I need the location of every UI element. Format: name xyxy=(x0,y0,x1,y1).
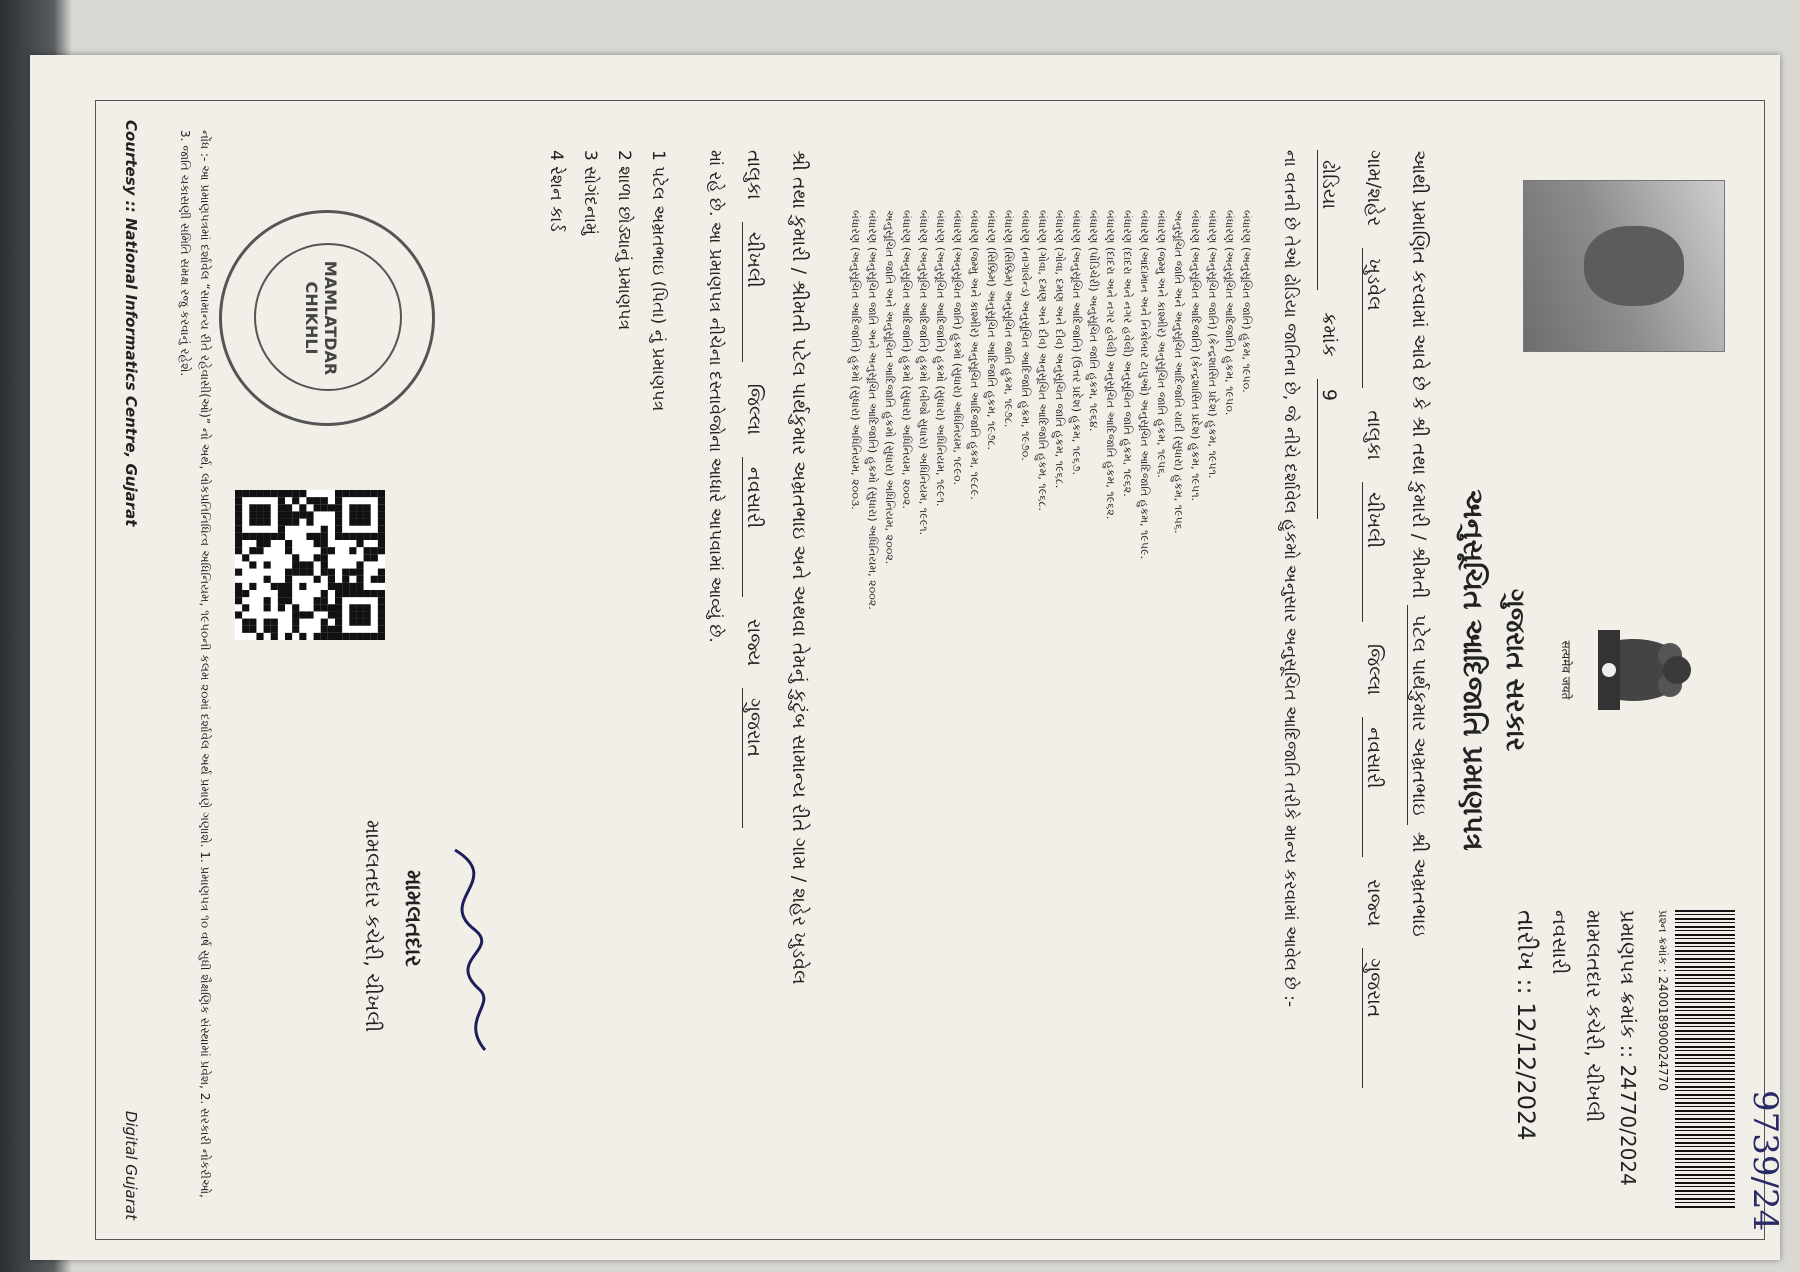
father-name: શ્રી અમ્રતભાઇ xyxy=(1408,831,1430,937)
body-line-1 xyxy=(1407,150,1430,1190)
order-item: બંધારણ (અનુસૂચિત આદિજાતિ) (ઉત્તર પ્રદેશ) હુકમ, ૧૯૬૭. xyxy=(1070,210,1083,476)
body-line-3: ના વતની છે તેઓ ઢોડિયા જાતિના છે, જે નીચે દર્શાવેલ હુકમો અનુસાર અનુસૂચિત આદિજાતિ તરીકે માન્ય કરવામાં આવેલ છે :- xyxy=(1280,150,1300,1007)
documents-list xyxy=(539,150,675,1190)
emblem-caption: सत्यमेव जयते xyxy=(1559,640,1573,700)
order-item: બંધારણ (આંદામાન અને નિકોબાર ટાપુઓ) અનુસૂચિત આદિજાતિ હુકમ, ૧૯૫૯. xyxy=(1138,210,1151,560)
order-item: બંધારણ (સિક્કિમ) અનુસૂચિત જાતિ હુકમ, ૧૯૭૮. xyxy=(1002,210,1015,428)
order-item: બંધારણ (અનુસૂચિત આદિજાતિ) હુકમો (બીજો સુધારા) અધિનિયમ, ૧૯૯૧. xyxy=(917,210,930,536)
order-item: બંધારણ (ગોવા, દમણ અને દીવ) અનુસૂચિત આદિજાતિ હુકમ, ૧૯૬૮. xyxy=(1036,210,1049,511)
state-label: રાજ્ય xyxy=(1363,879,1385,927)
document-item: 3 સોગંદનામું xyxy=(580,150,600,235)
photo-face xyxy=(1584,226,1684,306)
government-title: ગુજરાત સરકાર xyxy=(1500,588,1530,752)
document-item: 2 શાળા છોડ્યાનું પ્રમાણપત્ર xyxy=(614,150,634,331)
national-emblem-icon xyxy=(1575,610,1715,730)
order-item: બંધારણ (સિક્કિમ) અનુસૂચિત આદિજાતિ હુકમ, ૧૯૭૮. xyxy=(985,210,998,451)
applicant-name: પટેલ પાર્થકુમાર અમ્રતભાઇ xyxy=(1407,605,1430,826)
signatory-office: મામલતદાર કચેરી, ચીખલી xyxy=(361,820,385,1033)
district-label-2: જિલ્લા xyxy=(743,383,765,435)
digital-gujarat-text: Digital Gujarat xyxy=(122,1110,140,1220)
village-value: ખુડવેલ xyxy=(1362,248,1385,388)
order-item: અનુસૂચિત જાતિ અને અનુસૂચિત આદિજાતિ યાદી (સુધારા) હુકમ, ૧૯૫૬. xyxy=(1172,210,1185,534)
order-item: બંધારણ (પોંડિચેરી) અનુસૂચિત જાતિ હુકમ, ૧૯૬૪. xyxy=(1087,210,1100,432)
body-line-5-end: માં રહે છે. આ પ્રમાણપત્ર નીચેના દસ્તાવેજોના આધારે આપવામાં આવ્યું છે. xyxy=(705,150,725,643)
district-value-2: નવસારી xyxy=(742,457,765,597)
taluka-value-2: ચીખલી xyxy=(742,222,765,362)
order-item: બંધારણ (જમ્મુ અને કાશ્મીર) અનુસૂચિત જાતિ હુકમ, ૧૯૫૬. xyxy=(1155,210,1168,478)
order-item: બંધારણ (દાદરા અને નગર હવેલી) અનુસૂચિત જાતિ હુકમ, ૧૯૬૨. xyxy=(1121,210,1134,497)
order-item: બંધારણ (દાદરા અને નગર હવેલી) અનુસૂચિત આદિજાતિ હુકમ, ૧૯૬૨. xyxy=(1104,210,1117,520)
line1-text: આથી પ્રમાણિત કરવામાં આવે છે કે શ્રી તથા કુમારી / શ્રીમતી xyxy=(1408,150,1430,599)
order-item: બંધારણ (ગોવા, દમણ અને દીવ) અનુસૂચિત જાતિ હુકમ, ૧૯૬૮. xyxy=(1053,210,1066,489)
qr-code-icon xyxy=(235,490,385,640)
barcode-number: પ્રશ્ન ક્રમાંક : 240018900024770 xyxy=(1656,910,1670,1091)
body-line-2 xyxy=(1362,150,1385,1190)
serial-label: ક્રમાંક xyxy=(1318,312,1340,357)
district-value: નવસારી xyxy=(1362,717,1385,857)
document-item: 4 રેશન કાર્ડ xyxy=(546,150,566,232)
village-label: ગામ/શહેર xyxy=(1363,150,1385,227)
document-item: 1 પટેલ અમ્રતભાઇ (પિતા) નું પ્રમાણપત્ર xyxy=(648,150,668,412)
certificate-document xyxy=(85,90,1785,1250)
certificate-sheet xyxy=(30,55,1785,1260)
orders-list xyxy=(847,210,1255,1070)
tribe-line xyxy=(1317,150,1340,1190)
order-item: બંધારણ (અનુસૂચિત આદિજાતિ) હુકમો (સુધારા) અધિનિયમ, ૨૦૦૨. xyxy=(900,210,913,509)
issue-date: તારીખ :: 12/12/2024 xyxy=(1512,910,1540,1141)
body-line-4: શ્રી તથા કુમારી / શ્રીમતી પટેલ પાર્થકુમાર અમ્રતભાઇ અને અથવા તેમનું કુટુંબ સામાન્ય રીતે ગામ / શહેર ખુડવેલ xyxy=(788,150,810,985)
order-item: બંધારણ (અનુસૂચિત આદિજાતિ) હુકમ, ૧૯૫૦. xyxy=(1223,210,1236,416)
order-item: બંધારણ (અનુસૂચિત જાતિ) હુકમો (સુધારા) અધિનિયમ, ૧૯૯૦. xyxy=(951,210,964,486)
order-item: અનુસૂચિત જાતિ અને અનુસૂચિત આદિજાતિ હુકમો (સુધારા) અધિનિયમ, ૨૦૦૨. xyxy=(883,210,896,565)
serial-number: 9 xyxy=(1317,379,1340,519)
application-number: પ્રમાણપત્ર ક્રમાંક :: 24770/2024 xyxy=(1616,910,1640,1186)
state-value-2: ગુજરાત xyxy=(742,688,765,828)
taluka-label-2: તાલુકા xyxy=(743,150,765,200)
certificate-title: અનુસૂચિત આદિજાતિ પ્રમાણપત્ર xyxy=(1457,489,1490,851)
order-item: બંધારણ (અનુસૂચિત આદિજાતિ) હુકમો (સુધારા) અધિનિયમ, ૨૦૦૩. xyxy=(849,210,862,510)
order-item: બંધારણ (જમ્મુ અને કાશ્મીર) અનુસૂચિત આદિજાતિ હુકમ, ૧૯૮૯. xyxy=(968,210,981,500)
order-item: બંધારણ (નાગાલેન્ડ) અનુસૂચિત આદિજાતિ હુકમ, ૧૯૭૦. xyxy=(1019,210,1032,461)
district: નવસારી xyxy=(1548,910,1572,975)
official-stamp xyxy=(219,210,435,426)
courtesy-text: Courtesy :: National Informatics Centre, Gujarat xyxy=(122,120,140,527)
handwritten-note: 9739/24 xyxy=(1745,1090,1785,1232)
taluka-value: ચીખલી xyxy=(1362,482,1385,622)
issuing-office: મામલતદાર કચેરી, ચીખલી xyxy=(1582,910,1606,1123)
taluka-label: તાલુકા xyxy=(1363,410,1385,461)
order-item: બંધારણ (અનુસૂચિત જાતિ અને અનુસૂચિત આદિજાતિ) હુકમો (સુધારા) અધિનિયમ, ૨૦૦૨. xyxy=(866,210,879,610)
state-value: ગુજરાત xyxy=(1362,948,1385,1088)
stamp-text: MAMLATDAR CHIKHLI xyxy=(302,260,340,376)
order-item: બંધારણ (અનુસૂચિત આદિજાતિ) (કેન્દ્રશાસિત પ્રદેશ) હુકમ, ૧૯૫૧. xyxy=(1189,210,1202,502)
body-line-5 xyxy=(742,150,765,1190)
signatory-title: મામલતદાર xyxy=(400,870,425,967)
signature-icon xyxy=(425,840,515,1060)
applicant-photo xyxy=(1523,180,1725,352)
order-item: બંધારણ (અનુસૂચિત આદિજાતિ) હુકમો (સુધારા) અધિનિયમ, ૧૯૯૧. xyxy=(934,210,947,507)
state-label-2: રાજ્ય xyxy=(743,618,765,667)
barcode xyxy=(1675,910,1735,1210)
footnote: નોંધ :- આ પ્રમાણપત્રમાં દર્શાવેલ “સામાન્ય રીતે રહેવાસી(ઓ)” નો અર્થ, લોકપ્રતિનિધિત્વ અધિનિયમ, ૧૯૫૦ની કલમ ૨૦માં દર્શાવેલ અર્થ પ્રમાણે ગણાશે. 1. પ્રમાણપત્ર ૧૦ વર્ષ સુધી શૈક્ષણિક સંસ્થામાં પ્રવેશ, 2. સરકારી નોકરીઓ, 3. જાતિ ચકાસણી સમિતિ સમક્ષ રજુ કરવાનું રહેશે. xyxy=(178,130,212,1198)
district-label: જિલ્લા xyxy=(1363,644,1385,696)
tribe-value: ઢોડિયા xyxy=(1317,150,1340,290)
order-item: બંધારણ (અનુસૂચિત જાતિ) (કેન્દ્રશાસિત પ્રદેશ) હુકમ, ૧૯૫૧. xyxy=(1206,210,1219,479)
signature-area xyxy=(345,810,545,1190)
order-item: બંધારણ (અનુસૂચિત જાતિ) હુકમ, ૧૯૫૦. xyxy=(1240,210,1253,393)
